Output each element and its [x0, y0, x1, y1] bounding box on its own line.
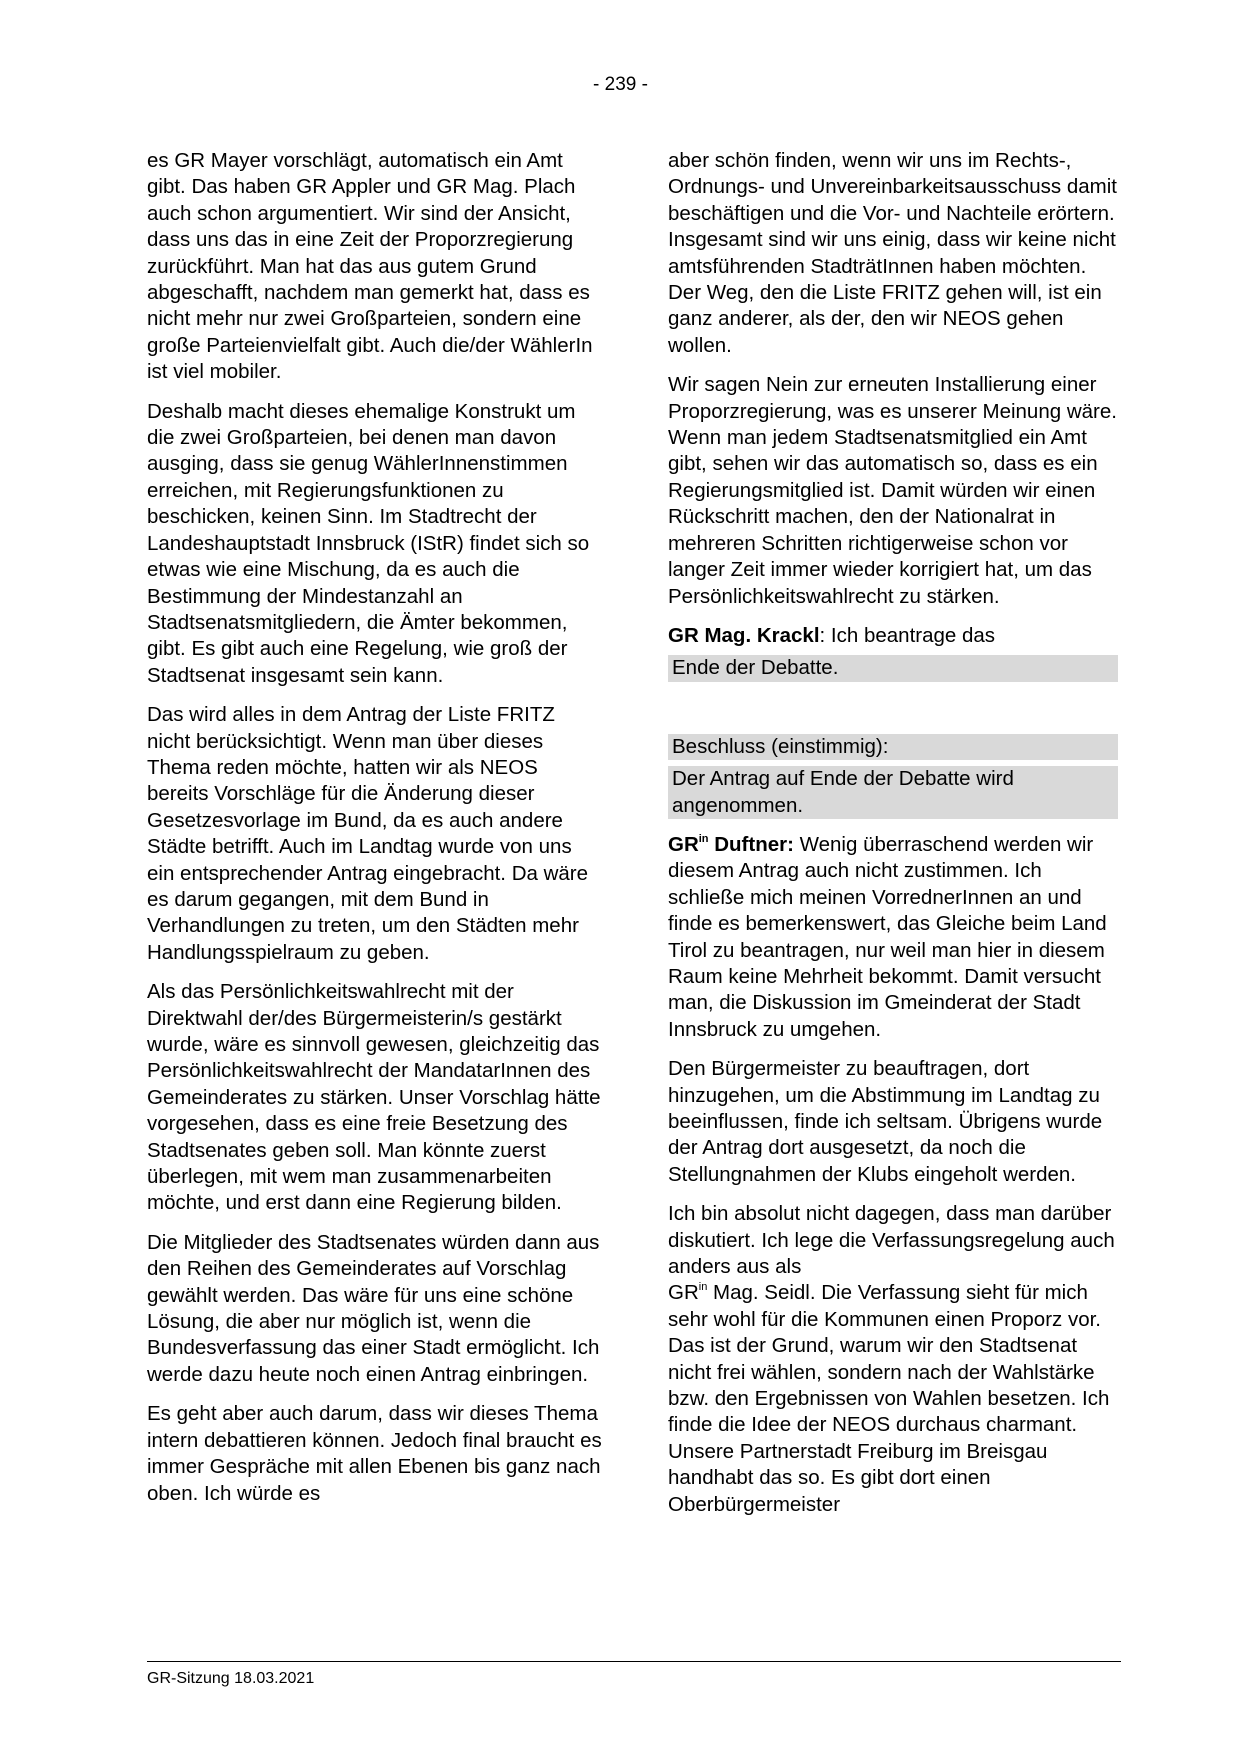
- left-column: [147, 148, 603, 1520]
- paragraph: Als das Persönlichkeitswahlrecht mit der Direktwahl der/des Bürgermeisterin/s gestärkt wurde, wäre es sinnvoll gewesen, gleichzeitig das Persönlichkeitswahlrecht der MandatarInnen des Gemeinderates zu stärken. Unser Vorschlag hätte vorgesehen, dass es eine freie Besetzung des Stadtsenates geben soll. Man könnte zuerst überlegen, mit wem man zusammenarbeiten möchte, und erst dann eine Regierung bilden.: [147, 980, 601, 1215]
- paragraph: Deshalb macht dieses ehemalige Konstrukt um die zwei Großparteien, bei denen man davon ausging, dass sie genug WählerInnenstimmen erreichen, mit Regierungsfunktionen zu beschicken, keinen Sinn. Im Stadtrecht der Landeshauptstadt Innsbruck (IStR) findet sich so etwas wie eine Mischung, da es auch die Bestimmung der Mindestanzahl an Stadtsenatsmitgliedern, die Ämter bekommen, gibt. Es gibt auch eine Regelung, wie groß der Stadtsenat insgesamt sein kann.: [147, 399, 590, 687]
- end-of-debate: Ende der Debatte.: [668, 655, 1118, 681]
- gr-superscript: in: [698, 1281, 708, 1294]
- paragraph: es GR Mayer vorschlägt, automatisch ein Amt gibt. Das haben GR Appler und GR Mag. Plach auch schon argumentiert. Wir sind der Ansicht, dass uns das in eine Zeit der Proporzregierung zurückführt. Man hat das aus gutem Grund abgeschafft, nachdem man gemerkt hat, dass es nicht mehr nur zwei Großparteien, sondern eine große Parteienvielfalt gibt. Auch die/der WählerIn ist viel mobiler.: [147, 149, 593, 384]
- speaker-name: [668, 833, 794, 856]
- paragraph: Das wird alles in dem Antrag der Liste FRITZ nicht berücksichtigt. Wenn man über dieses Thema reden möchte, hatten wir als NEOS bereits Vorschläge für die Änderung dieser Gesetzesvorlage im Bund, da es auch andere Städte betrifft. Auch im Landtag wurde von uns ein entsprechender Antrag eingebracht. Da wäre es darum gegangen, mit dem Bund in Verhandlungen zu treten, um den Städten mehr Handlungsspielraum zu geben.: [147, 703, 589, 964]
- gr-prefix: GR: [668, 1281, 699, 1305]
- speaker-surname: Duftner:: [708, 832, 794, 856]
- paragraph: Die Mitglieder des Stadtsenates würden dann aus den Reihen des Gemeinderates auf Vorschlag gewählt werden. Das wäre für uns eine schöne Lösung, die aber nur möglich ist, wenn die Bundesverfassung das einer Stadt ermöglicht. Ich werde dazu heute noch einen Antrag einbringen.: [147, 1230, 600, 1386]
- paragraph: Wir sagen Nein zur erneuten Installierung einer Proporzregierung, was es unserer Meinung wäre. Wenn man jedem Stadtsenatsmitglied ein Amt gibt, sehen wir das automatisch so, dass es ein Regierungsmitglied ist. Damit würden wir einen Rückschritt machen, den der Nationalrat in mehreren Schritten richtigerweise schon vor langer Zeit immer wieder korrigiert hat, um das Persönlichkeitswahlrecht zu stärken.: [668, 373, 1117, 608]
- paragraph: Den Bürgermeister zu beauftragen, dort hinzugehen, um die Abstimmung im Landtag zu beeinflussen, finde ich seltsam. Übrigens wurde der Antrag dort ausgesetzt, da noch die Stellungnahmen der Klubs eingeholt werden.: [668, 1057, 1103, 1186]
- speaker-superscript: in: [698, 832, 709, 845]
- footer-session-date: GR-Sitzung 18.03.2021: [147, 1670, 315, 1687]
- footer-divider: [147, 1661, 1121, 1662]
- resolution-label: Beschluss (einstimmig):: [668, 734, 1118, 760]
- speaker-text: : Ich beantrage das: [819, 623, 996, 647]
- speaker-name: GR Mag. Krackl: [668, 623, 820, 647]
- paragraph: aber schön finden, wenn wir uns im Rechts-, Ordnungs- und Unvereinbarkeitsausschuss damit beschäftigen und die Vor- und Nachteile erörtern. Insgesamt sind wir uns einig, dass wir keine nicht amtsführenden StadträtInnen haben möchten. Der Weg, den die Liste FRITZ gehen will, ist ein ganz anderer, als der, den wir NEOS gehen wollen.: [668, 149, 1117, 357]
- paragraph-text: Mag. Seidl. Die Verfassung sieht für mich sehr wohl für die Kommunen einen Proporz vor. Das ist der Grund, warum wir den Stadtsenat nicht frei wählen, sondern nach der Wahlstärke bzw. den Ergebnissen von Wahlen besetzen. Ich finde die Idee der NEOS durchaus charmant. Unsere Partnerstadt Freiburg im Breisgau handhabt das so. Es gibt dort einen Oberbürgermeister: [668, 1281, 1110, 1516]
- speaker-paragraph-krackl: [668, 623, 1118, 649]
- speaker-text: Wenig überraschend werden wir diesem Antrag auch nicht zustimmen. Ich schließe mich meinen VorrednerInnen an und finde es bemerkenswert, das Gleiche beim Land Tirol zu beantragen, nur weil man hier in diesem Raum keine Mehrheit bekommt. Damit versucht man, die Diskussion im Gmeinderat der Stadt Innsbruck zu umgehen.: [668, 832, 1107, 1041]
- speaker-prefix: GR: [668, 832, 699, 856]
- speaker-paragraph-duftner: [668, 832, 1118, 1043]
- page-number: - 239 -: [593, 74, 648, 95]
- paragraph: [668, 1201, 1118, 1518]
- right-column: [668, 148, 1118, 1531]
- paragraph: Es geht aber auch darum, dass wir dieses Thema intern debattieren können. Jedoch final braucht es immer Gespräche mit allen Ebenen bis ganz nach oben. Ich würde es: [147, 1402, 602, 1505]
- paragraph-text: Ich bin absolut nicht dagegen, dass man darüber diskutiert. Ich lege die Verfassungsregelung auch anders aus als: [668, 1202, 1115, 1279]
- resolution-text: Der Antrag auf Ende der Debatte wird angenommen.: [668, 766, 1118, 819]
